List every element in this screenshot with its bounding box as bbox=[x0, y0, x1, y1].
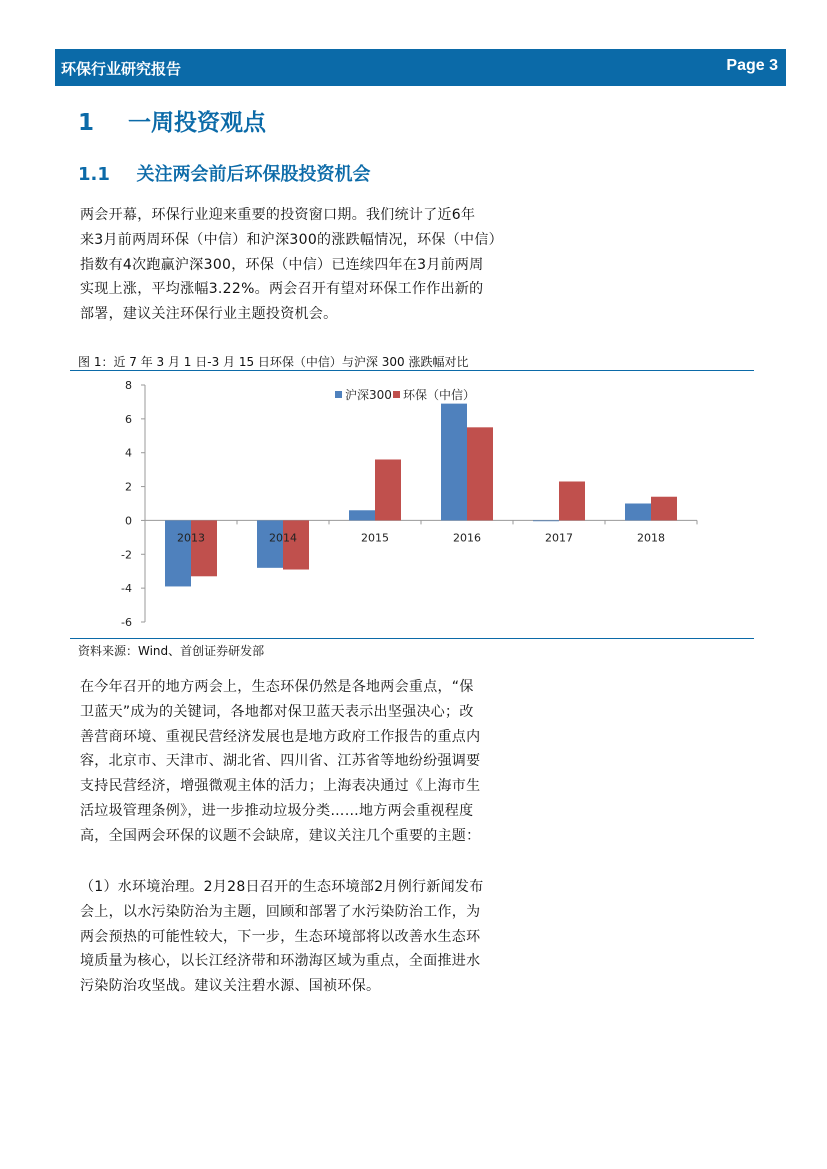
paragraph-intro bbox=[80, 203, 570, 327]
y-tick-label: 6 bbox=[125, 412, 132, 426]
bar-chart bbox=[70, 370, 754, 638]
section-number: 1 bbox=[78, 110, 95, 136]
legend-label: 环保（中信） bbox=[403, 388, 476, 402]
x-tick-label: 2014 bbox=[269, 531, 297, 545]
subsection-title: 关注两会前后环保股投资机会 bbox=[136, 164, 371, 185]
bar-env-2013 bbox=[191, 520, 217, 576]
y-tick-label: 2 bbox=[125, 480, 132, 494]
paragraph-line: 部署，建议关注环保行业主题投资机会。 bbox=[80, 306, 338, 323]
bar-env-2018 bbox=[651, 497, 677, 521]
x-tick-label: 2016 bbox=[453, 531, 481, 545]
paragraph-line: 境质量为核心，以长江经济带和环渤海区域为重点，全面推进水 bbox=[80, 953, 481, 970]
x-tick-label: 2015 bbox=[361, 531, 389, 545]
y-tick-label: -6 bbox=[121, 616, 132, 629]
subsection-heading bbox=[78, 160, 370, 186]
paragraph-line: 在今年召开的地方两会上，生态环保仍然是各地两会重点，“保 bbox=[80, 679, 474, 695]
y-tick-label: -2 bbox=[121, 548, 132, 562]
page-number: Page 3 bbox=[726, 57, 778, 74]
paragraph-line: 来3月前两周环保（中信）和沪深300的涨跌幅情况，环保（中信） bbox=[80, 231, 503, 248]
y-tick-label: 4 bbox=[125, 446, 132, 460]
bar-hs300-2015 bbox=[349, 510, 375, 520]
legend-swatch bbox=[335, 391, 342, 398]
x-tick-label: 2018 bbox=[637, 531, 665, 545]
section-title: 一周投资观点 bbox=[128, 110, 267, 136]
bar-hs300-2013 bbox=[165, 520, 191, 586]
report-title: 环保行业研究报告 bbox=[61, 60, 182, 78]
paragraph-line: 善营商环境、重视民营经济发展也是地方政府工作报告的重点内 bbox=[80, 728, 481, 745]
paragraph-line: 指数有4次跑赢沪深300，环保（中信）已连续四年在3月前两周 bbox=[80, 256, 484, 273]
y-tick-label: -4 bbox=[121, 582, 132, 596]
bar-env-2014 bbox=[283, 520, 309, 569]
paragraph-line: 活垃圾管理条例》，进一步推动垃圾分类……地方两会重视程度 bbox=[80, 802, 474, 819]
paragraph-local-sessions bbox=[80, 675, 570, 849]
y-tick-label: 0 bbox=[125, 514, 132, 528]
paragraph-line: 卫蓝天”成为的关键词，各地都对保卫蓝天表示出坚强决心；改 bbox=[80, 703, 474, 720]
report-header bbox=[55, 49, 786, 86]
bar-hs300-2018 bbox=[625, 504, 651, 521]
legend-label: 沪深300 bbox=[345, 388, 392, 402]
y-tick-label: 8 bbox=[125, 379, 132, 392]
paragraph-line: 两会预热的可能性较大，下一步，生态环境部将以改善水生态环 bbox=[80, 928, 481, 945]
paragraph-line: 支持民营经济，增强微观主体的活力；上海表决通过《上海市生 bbox=[80, 778, 481, 795]
paragraph-line: （1）水环境治理。2月28日召开的生态环境部2月例行新闻发布 bbox=[80, 879, 484, 895]
bar-env-2015 bbox=[375, 459, 401, 520]
bar-env-2016 bbox=[467, 427, 493, 520]
paragraph-line: 会上，以水污染防治为主题，回顾和部署了水污染防治工作，为 bbox=[80, 903, 481, 920]
figure-source: 资料来源：Wind、首创证券研发部 bbox=[78, 644, 265, 658]
bar-env-2017 bbox=[559, 481, 585, 520]
subsection-number: 1.1 bbox=[78, 164, 110, 185]
figure-caption: 图 1：近 7 年 3 月 1 日-3 月 15 日环保（中信）与沪深 300 涨跌幅对比 bbox=[78, 355, 469, 369]
paragraph-line: 高，全国两会环保的议题不会缺席，建议关注几个重要的主题： bbox=[80, 827, 481, 844]
paragraph-line: 两会开幕，环保行业迎来重要的投资窗口期。我们统计了近6年 bbox=[80, 207, 476, 223]
paragraph-line: 容，北京市、天津市、湖北省、四川省、江苏省等地纷纷强调要 bbox=[80, 753, 481, 770]
section-heading bbox=[78, 104, 266, 137]
bar-hs300-2016 bbox=[441, 404, 467, 521]
paragraph-line: 实现上涨，平均涨幅3.22%。两会召开有望对环保工作作出新的 bbox=[80, 281, 484, 298]
figure-bottom-rule bbox=[70, 638, 754, 639]
x-tick-label: 2013 bbox=[177, 531, 205, 545]
paragraph-line: 污染防治攻坚战。建议关注碧水源、国祯环保。 bbox=[80, 978, 381, 995]
paragraph-water-treatment bbox=[80, 875, 570, 999]
x-tick-label: 2017 bbox=[545, 531, 573, 545]
legend-swatch bbox=[393, 391, 400, 398]
bar-hs300-2017 bbox=[533, 520, 559, 521]
